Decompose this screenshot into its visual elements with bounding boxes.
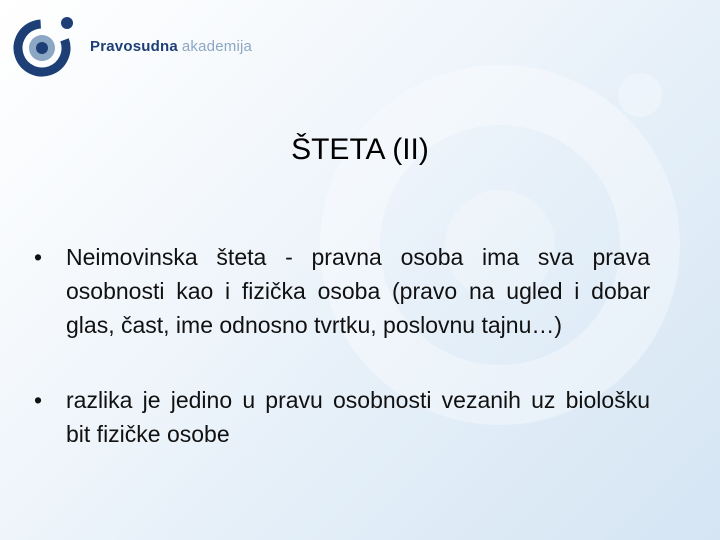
bullet-text: razlika je jedino u pravu osobnosti vezanih uz biološku bit fizičke osobe <box>66 387 650 447</box>
logo-icon <box>12 14 76 78</box>
logo-name-main: Pravosudna <box>90 37 178 55</box>
slide-title: ŠTETA (II) <box>291 133 429 166</box>
bullet-list <box>34 240 650 451</box>
logo <box>12 14 252 78</box>
bullet-item <box>34 383 650 451</box>
bullet-text: Neimovinska šteta - pravna osoba ima sva prava osobnosti kao i fizička osoba (pravo na ugled i dobar glas, čast, ime odnosno tvrtku, poslovnu tajnu…) <box>66 244 650 338</box>
bullet-marker: • <box>34 387 43 413</box>
logo-name-secondary: akademija <box>181 37 253 55</box>
logo-text <box>90 38 252 55</box>
bullet-marker: • <box>34 244 43 270</box>
bullet-item <box>34 240 650 342</box>
